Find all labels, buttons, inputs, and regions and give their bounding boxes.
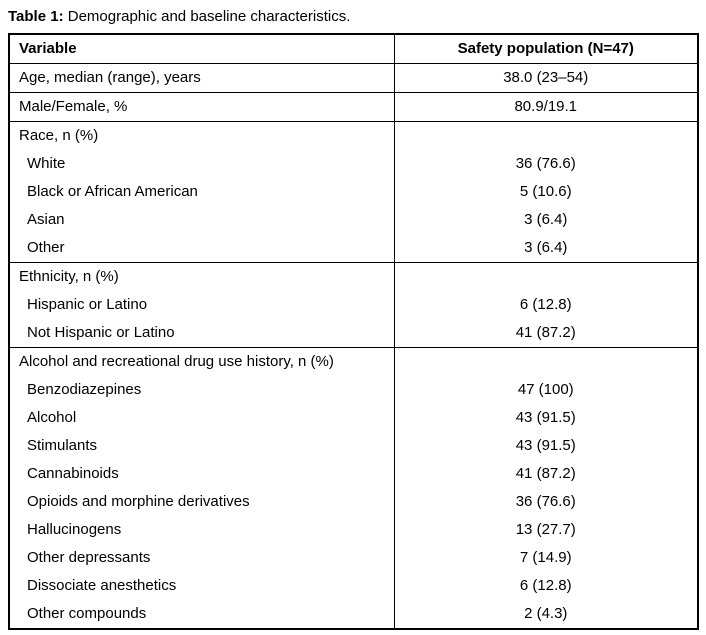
section-header: Alcohol and recreational drug use history, n (%) bbox=[19, 352, 334, 370]
section-labels-cell bbox=[9, 347, 394, 629]
section-values-cell bbox=[394, 347, 698, 629]
page bbox=[0, 6, 706, 635]
row-value: 6 (12.8) bbox=[519, 295, 572, 313]
row-value: 38.0 (23–54) bbox=[394, 63, 698, 92]
row-label: Other depressants bbox=[27, 548, 151, 566]
row-label: Stimulants bbox=[27, 436, 98, 454]
row-value: 43 (91.5) bbox=[515, 436, 576, 454]
section-header: Ethnicity, n (%) bbox=[19, 267, 119, 285]
row-value: 6 (12.8) bbox=[519, 576, 572, 594]
row-value: 36 (76.6) bbox=[515, 154, 576, 172]
row-label: Cannabinoids bbox=[27, 464, 119, 482]
row-value: 43 (91.5) bbox=[515, 408, 576, 426]
row-value: 41 (87.2) bbox=[515, 464, 576, 482]
row-label: Dissociate anesthetics bbox=[27, 576, 177, 594]
row-label: Hispanic or Latino bbox=[27, 295, 148, 313]
demographics-table bbox=[8, 33, 699, 630]
table-row bbox=[9, 92, 698, 121]
row-value: 3 (6.4) bbox=[524, 210, 568, 228]
section-labels-cell bbox=[9, 121, 394, 262]
row-value: 80.9/19.1 bbox=[394, 92, 698, 121]
row-value: 2 (4.3) bbox=[524, 604, 568, 622]
row-label: Other compounds bbox=[27, 604, 147, 622]
row-label: Age, median (range), years bbox=[9, 63, 394, 92]
row-value: 41 (87.2) bbox=[515, 323, 576, 341]
section-header: Race, n (%) bbox=[19, 126, 99, 144]
section-labels-cell bbox=[9, 262, 394, 347]
row-value: 36 (76.6) bbox=[515, 492, 576, 510]
row-label: Opioids and morphine derivatives bbox=[27, 492, 250, 510]
row-label: Hallucinogens bbox=[27, 520, 122, 538]
row-value: 7 (14.9) bbox=[519, 548, 572, 566]
table-row bbox=[9, 63, 698, 92]
empty-value-line bbox=[395, 263, 698, 291]
section-values-cell bbox=[394, 262, 698, 347]
table-header-row bbox=[9, 34, 698, 63]
row-label: Alcohol bbox=[27, 408, 77, 426]
row-label: Male/Female, % bbox=[9, 92, 394, 121]
row-value: 47 (100) bbox=[517, 380, 574, 398]
row-label: Other bbox=[27, 238, 65, 256]
row-value: 3 (6.4) bbox=[524, 238, 568, 256]
row-value: 5 (10.6) bbox=[519, 182, 572, 200]
section-values-cell bbox=[394, 121, 698, 262]
column-header-variable: Variable bbox=[9, 34, 394, 63]
empty-value-line bbox=[395, 348, 698, 376]
row-label: White bbox=[27, 154, 66, 172]
table-caption bbox=[8, 6, 706, 33]
row-label: Asian bbox=[27, 210, 65, 228]
row-label: Black or African American bbox=[27, 182, 198, 200]
row-label: Benzodiazepines bbox=[27, 380, 142, 398]
section-drug-use-history bbox=[9, 347, 698, 629]
column-header-safety-population: Safety population (N=47) bbox=[394, 34, 698, 63]
section-ethnicity bbox=[9, 262, 698, 347]
empty-value-line bbox=[395, 122, 698, 150]
row-label: Not Hispanic or Latino bbox=[27, 323, 175, 341]
row-value: 13 (27.7) bbox=[515, 520, 576, 538]
section-race bbox=[9, 121, 698, 262]
table-caption-number: Table 1: bbox=[8, 8, 64, 25]
table-caption-text: Demographic and baseline characteristics. bbox=[63, 8, 351, 25]
